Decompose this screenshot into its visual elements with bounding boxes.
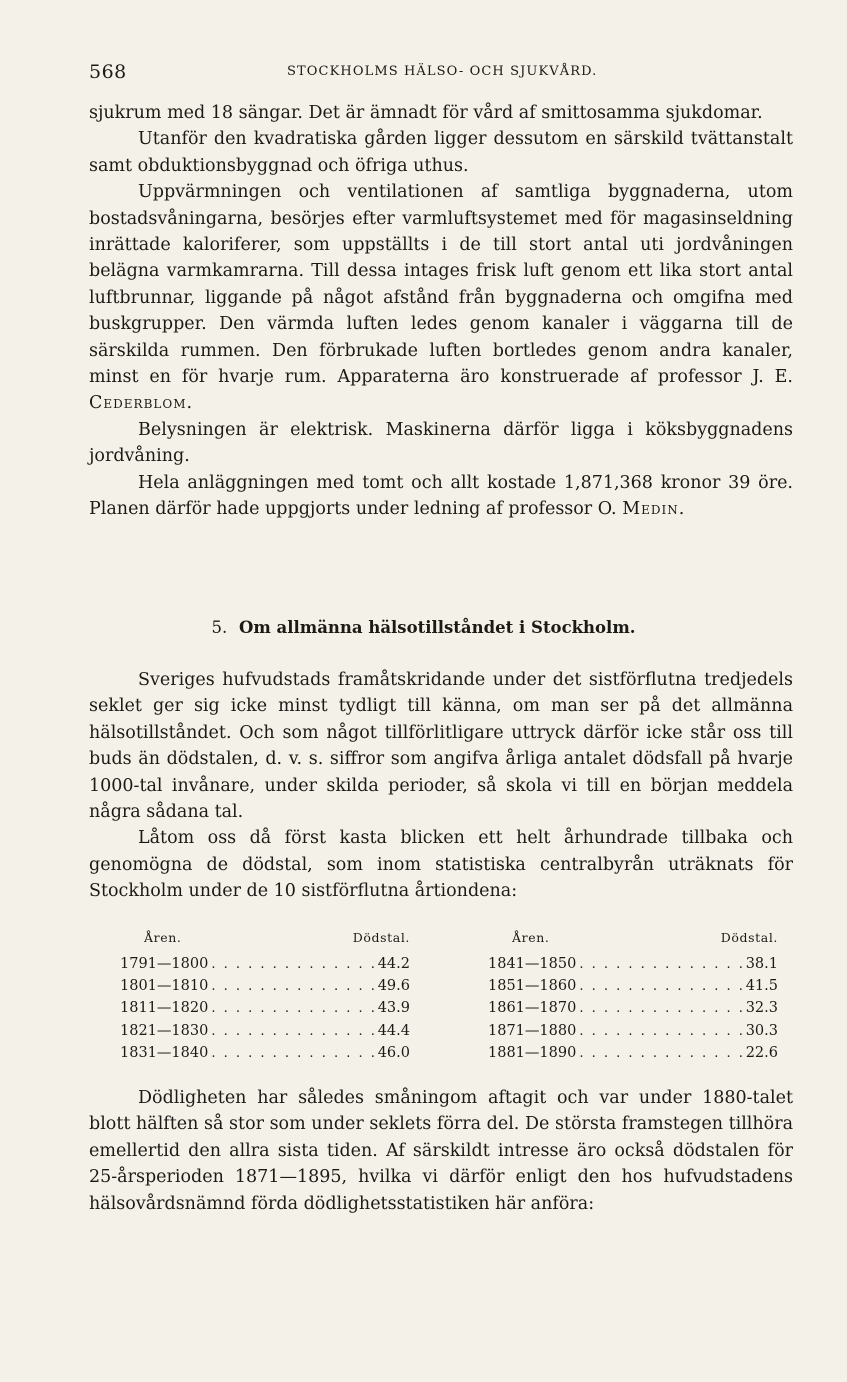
table-body (120, 956, 410, 1067)
table-row (488, 1000, 778, 1022)
header-years: Åren. (512, 930, 550, 945)
table-row (488, 978, 778, 1000)
table-row (120, 956, 410, 978)
period-years: 1811—1820 (120, 1000, 209, 1017)
page-number: 568 (89, 61, 127, 83)
period-years: 1871—1880 (488, 1022, 577, 1039)
period-years: 1881—1890 (488, 1044, 577, 1061)
period-years: 1791—1800 (120, 956, 209, 972)
period-years: 1841—1850 (488, 956, 577, 972)
dot-leader (579, 979, 742, 994)
header-rate: Dödstal. (720, 930, 778, 945)
death-rate: 49.6 (377, 978, 410, 995)
death-rate: 46.0 (377, 1044, 410, 1061)
death-rate: 30.3 (745, 1022, 778, 1039)
dot-leader (211, 1024, 374, 1039)
dot-leader (579, 957, 742, 972)
period-years: 1821—1830 (120, 1022, 209, 1039)
death-rate: 32.3 (745, 1000, 778, 1017)
table-row (488, 1045, 778, 1067)
period-years: 1851—1860 (488, 978, 577, 995)
punctuation: . (186, 393, 193, 414)
death-rate: 43.9 (377, 1000, 410, 1017)
table-row (120, 1000, 410, 1022)
section-title: Om allmänna hälsotillståndet i Stockholm. (238, 618, 636, 637)
table-row (120, 978, 410, 1000)
dot-leader (211, 1001, 374, 1016)
death-rate: 38.1 (745, 956, 778, 972)
table-body (488, 956, 778, 1067)
paragraph: Låtom oss då först kasta blicken ett helt århundrade tillbaka och genomögna de dödstal, som inom statistiska centralbyrån uträknats för Stockholm under de 10 sistförflutna årtiondena: (89, 828, 793, 902)
period-years: 1861—1870 (488, 1000, 577, 1017)
period-years: 1831—1840 (120, 1044, 209, 1061)
intro-text (89, 100, 793, 523)
dot-leader (211, 957, 374, 972)
section-number: 5. (211, 618, 228, 637)
header-rate: Dödstal. (352, 930, 410, 945)
person-name: Medin (622, 499, 679, 520)
table-header (120, 930, 410, 956)
death-rate: 41.5 (745, 978, 778, 995)
paragraph: sjukrum med 18 sängar. Det är ämnadt för vård af smittosamma sjukdomar. (89, 103, 763, 123)
punctuation: . (678, 499, 685, 520)
death-rate: 22.6 (745, 1044, 778, 1061)
paragraph-text: Uppvärmningen och ventilationen af samtliga byggnaderna, utom bostadsvåningarna, besörjes efter varmluftsystemet med för magasinseldning inrättade kaloriferer, som uppställts i de till stort antal uti jordvåningen belägna varmkamrarna. Till dessa intages frisk luft genom ett lika stort antal luftbrunnar, liggande på något afstånd från byggnaderna och omgifna med buskgrupper. Den värmda luften ledes genom kanaler i väggarna till de särskilda rummen. Den förbrukade luften bortledes genom andra kanaler, minst en för hvarje rum. Apparaterna äro konstruerade af professor J. E. (89, 182, 793, 388)
paragraph: Belysningen är elektrisk. Maskinerna därför ligga i köksbyggnadens jordvåning. (89, 419, 793, 467)
death-rate: 44.2 (377, 956, 410, 972)
period-years: 1801—1810 (120, 978, 209, 995)
section-heading (0, 618, 847, 637)
header-years: Åren. (144, 930, 182, 945)
paragraph: Sveriges hufvudstads framåtskridande under det sistförflutna tredjedels seklet ger sig icke minst tydligt till känna, om man ser på det allmänna hälsotillståndet. Och som något tillförlitligare uttryck därför icke står oss till buds än dödstalen, d. v. s. siffror som angifva årliga antalet dödsfall på hvarje 1000-tal invånare, under skilda perioder, så skola vi till en början meddela några sådana tal. (89, 670, 793, 823)
dot-leader (211, 979, 374, 994)
running-head: STOCKHOLMS HÄLSO- OCH SJUKVÅRD. (287, 64, 598, 79)
paragraph: Utanför den kvadratiska gården ligger dessutom en särskild tvättanstalt samt obduktionsbyggnad och öfriga uthus. (89, 129, 793, 176)
table-row (120, 1023, 410, 1045)
dot-leader (579, 1024, 742, 1039)
table-column-right (488, 930, 778, 1067)
paragraph (89, 179, 793, 417)
table-column-left (120, 930, 410, 1067)
body-text (89, 667, 793, 905)
table-row (120, 1045, 410, 1067)
dot-leader (579, 1046, 742, 1061)
paragraph: Dödligheten har således småningom aftagit och var under 1880-talet blott hälften så stor som under seklets förra del. De största framstegen tillhöra emellertid den allra sista tiden. Af särskildt intresse äro också dödstalen för 25-årsperioden 1871—1895, hvilka vi därför enligt den hos hufvudstadens hälsovårdsnämnd förda dödlighetsstatistiken här anföra: (89, 1088, 793, 1214)
closing-text (89, 1085, 793, 1217)
death-rate: 44.4 (377, 1022, 410, 1039)
table-row (488, 1023, 778, 1045)
person-name: Cederblom (89, 393, 187, 414)
table-row (488, 956, 778, 978)
paragraph-text: Hela anläggningen med tomt och allt kostade 1,871,368 kronor 39 öre. Planen därför hade uppgjorts under ledning af professor O. (89, 472, 793, 520)
paragraph (89, 470, 793, 523)
dot-leader (579, 1001, 742, 1016)
table-header (488, 930, 778, 956)
dot-leader (211, 1046, 374, 1061)
